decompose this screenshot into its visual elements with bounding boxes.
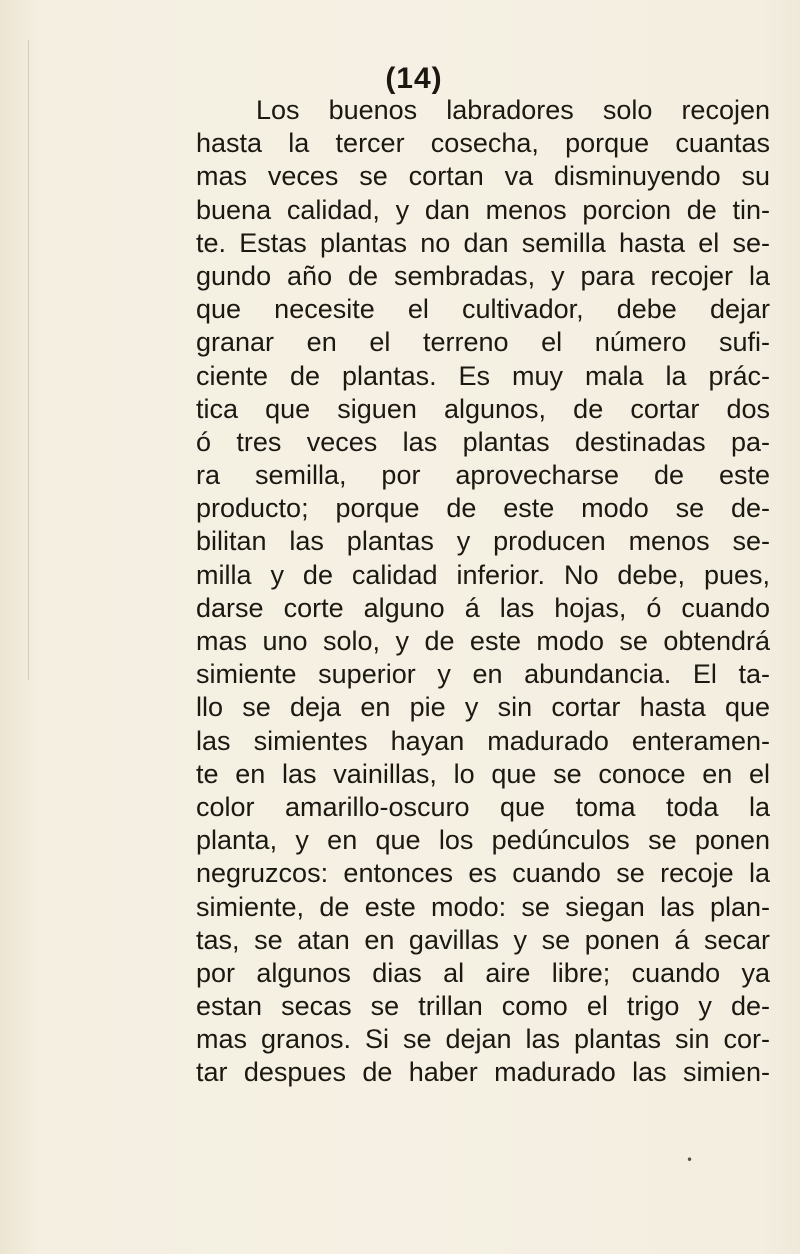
text-line: las simientes hayan madurado enteramen-: [196, 725, 770, 756]
text-line: milla y de calidad inferior. No debe, pues,: [196, 559, 770, 590]
text-line: darse corte alguno á las hojas, ó cuando: [196, 592, 770, 623]
text-line: mas veces se cortan va disminuyendo su: [196, 161, 770, 192]
text-line: te en las vainillas, lo que se conoce en el: [196, 758, 770, 789]
text-line: por algunos dias al aire libre; cuando ya: [196, 957, 770, 988]
text-line: mas granos. Si se dejan las plantas sin cor-: [196, 1024, 770, 1055]
page-number: (14): [385, 62, 443, 95]
text-line: Los buenos labradores solo recojen: [256, 95, 770, 125]
text-line: te. Estas plantas no dan semilla hasta el se-: [196, 227, 770, 258]
ink-speck: •: [686, 1153, 694, 1167]
text-line: estan secas se trillan como el trigo y de-: [196, 991, 770, 1022]
text-line: buena calidad, y dan menos porcion de tin-: [196, 194, 770, 225]
text-line: llo se deja en pie y sin cortar hasta que: [196, 692, 770, 723]
text-line: producto; porque de este modo se de-: [196, 493, 770, 524]
text-line: planta, y en que los pedúnculos se ponen: [196, 825, 770, 856]
text-line: color amarillo-oscuro que toma toda la: [196, 791, 770, 822]
binding-gutter: [28, 40, 29, 680]
text-line: granar en el terreno el número sufi-: [196, 327, 770, 358]
text-line: negruzcos: entonces es cuando se recoje la: [196, 858, 770, 889]
text-line: hasta la tercer cosecha, porque cuantas: [196, 128, 770, 159]
text-line: gundo año de sembradas, y para recojer la: [196, 260, 770, 291]
text-line: tica que siguen algunos, de cortar dos: [196, 393, 770, 424]
text-line: tar despues de haber madurado las simien-: [196, 1057, 770, 1088]
text-line: ó tres veces las plantas destinadas pa-: [196, 426, 770, 457]
body-paragraph: [196, 94, 770, 1090]
text-line: simiente, de este modo: se siegan las plan-: [196, 891, 770, 922]
text-line: tas, se atan en gavillas y se ponen á secar: [196, 924, 770, 955]
text-line: simiente superior y en abundancia. El ta-: [196, 659, 770, 690]
text-line: mas uno solo, y de este modo se obtendrá: [196, 626, 770, 656]
text-line: ra semilla, por aprovecharse de este: [196, 460, 770, 491]
text-line: ciente de plantas. Es muy mala la prác-: [196, 360, 770, 391]
text-line: que necesite el cultivador, debe dejar: [196, 294, 770, 325]
text-line: bilitan las plantas y producen menos se-: [196, 526, 770, 557]
